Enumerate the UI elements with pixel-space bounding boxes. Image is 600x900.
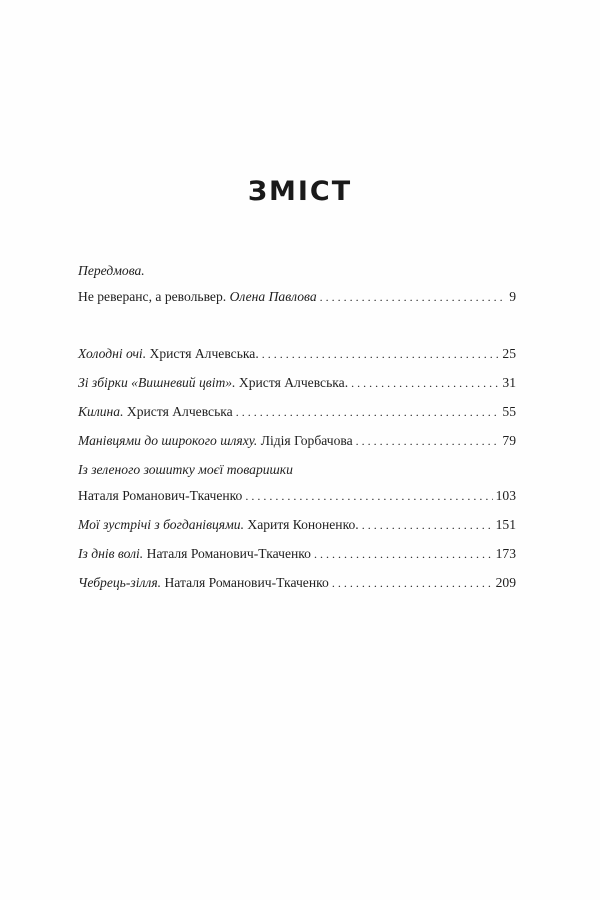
dot-leader [362, 516, 493, 534]
toc-entry-title: Передмова. [78, 263, 145, 278]
dot-leader [236, 403, 500, 421]
toc-entry-author: Наталя Романович-Ткаченко [146, 546, 311, 561]
dot-leader [314, 545, 493, 563]
toc-entry-title: Манівцями до широкого шляху. Лідія Горбачова [78, 433, 353, 448]
dot-leader [332, 574, 493, 592]
toc-page-number: 103 [495, 488, 516, 503]
toc-entry-author: Христя Алчевська [126, 404, 233, 419]
toc-page-number: 79 [502, 433, 516, 448]
toc-entry-author: Христя Алчевська. [238, 375, 349, 390]
toc-entry-title: Мої зустрічі з богданівцями. Харитя Кононенко. [78, 517, 359, 532]
page-title: ЗМІСТ [247, 176, 353, 207]
toc-entry-author: Наталя Романович-Ткаченко [164, 575, 329, 590]
toc-entry-title-line[interactable] [78, 461, 516, 479]
dot-leader [245, 487, 492, 505]
toc-entry-author: Христя Алчевська. [149, 346, 259, 361]
toc-entry[interactable] [78, 288, 516, 306]
toc-page-number: 151 [495, 517, 516, 532]
toc-entry-author: Наталя Романович-Ткаченко [78, 488, 243, 503]
toc-page-number: 9 [509, 289, 516, 304]
toc-heading-preface [78, 262, 516, 280]
toc-entry-title: Чебрець-зілля. Наталя Романович-Ткаченко [78, 575, 329, 590]
toc-entry-author: Харитя Кононенко. [247, 517, 359, 532]
toc-entry-title: Килина. Христя Алчевська [78, 404, 233, 419]
toc-entry-author: Лідія Горбачова [260, 433, 353, 448]
toc-entry[interactable] [78, 374, 516, 392]
toc-page-number: 55 [502, 404, 516, 419]
toc-page-number: 25 [502, 346, 516, 361]
toc-page-number: 31 [502, 375, 516, 390]
toc-entry-title: Із днів волі. Наталя Романович-Ткаченко [78, 546, 311, 561]
toc-entry-title: Холодні очі. Христя Алчевська. [78, 346, 259, 361]
toc-entry-title: Зі збірки «Вишневий цвіт». Христя Алчевська. [78, 375, 349, 390]
dot-leader [356, 432, 500, 450]
toc-entry[interactable] [78, 574, 516, 592]
toc-page-number: 209 [495, 575, 516, 590]
toc-entry-author: Олена Павлова [229, 289, 317, 304]
toc-entry[interactable] [78, 487, 516, 505]
toc-page-number: 173 [495, 546, 516, 561]
dot-leader [351, 374, 499, 392]
dot-leader [262, 345, 500, 363]
toc-entry-title: Із зеленого зошитку моєї товаришки [78, 462, 293, 477]
toc-entry[interactable] [78, 432, 516, 450]
toc-entry[interactable] [78, 516, 516, 534]
toc-entry-title: Не реверанс, а револьвер. Олена Павлова [78, 289, 317, 304]
dot-leader [320, 288, 507, 306]
toc-entry[interactable] [78, 345, 516, 363]
toc-entry[interactable] [78, 403, 516, 421]
toc-entry[interactable] [78, 545, 516, 563]
